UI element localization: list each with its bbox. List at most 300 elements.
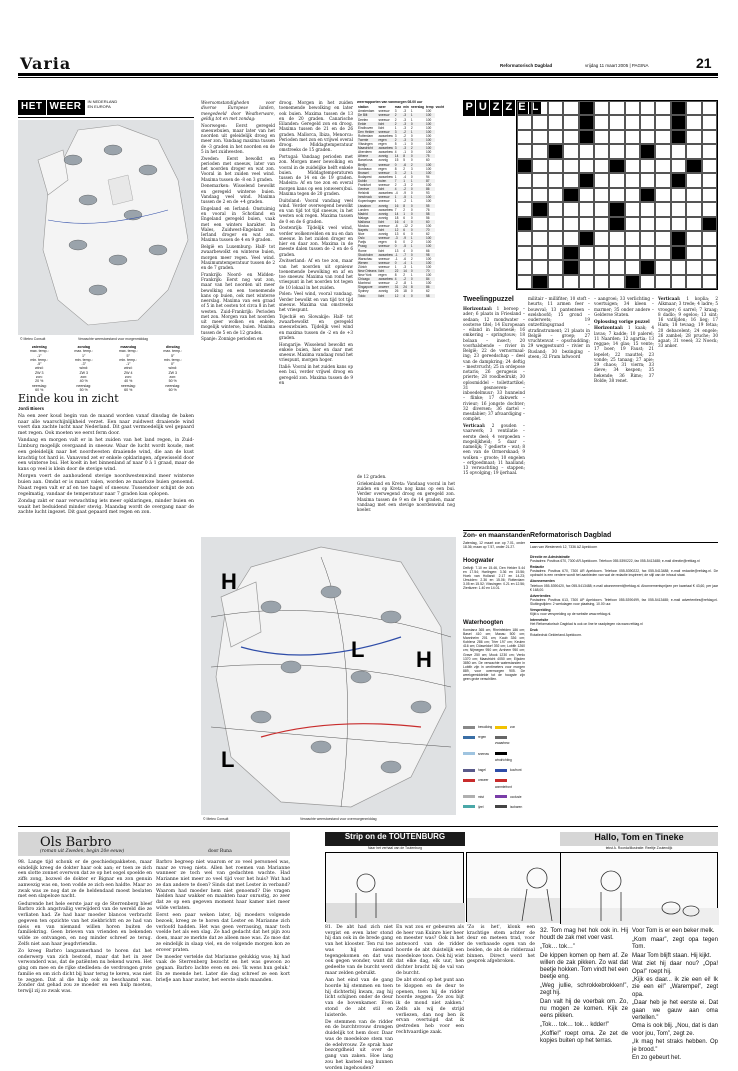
crossword-cell[interactable] — [563, 115, 578, 129]
crossword-cell[interactable] — [640, 159, 655, 173]
crossword-cell — [579, 101, 594, 115]
puzzle-clues-1 — [463, 306, 525, 526]
table-cell: -3 — [402, 138, 410, 142]
map-caption: Verwachte weerstoestand voor morgenmiddag — [78, 337, 148, 341]
table-cell: 1 — [410, 130, 425, 134]
crossword-cell[interactable] — [686, 188, 701, 202]
forecast-day-name: dinsdag — [165, 345, 180, 349]
crossword-cell[interactable] — [548, 202, 563, 216]
legend-item — [495, 751, 525, 767]
legend-item — [463, 777, 493, 793]
crossword-cell[interactable] — [671, 275, 686, 289]
europe-p: Zwitserland: Af en toe zon, maar van het noorden uit opnieuw toenemende bewolking en af en toe sneeuw. Maxima van rond het vriespunt in het noorden tot tegen de 10 lokaal in het zuiden. — [279, 258, 353, 290]
table-cell: 100 — [425, 122, 435, 126]
table-cell: zwaarbew — [378, 277, 393, 282]
table-cell: 18 — [403, 289, 407, 294]
crossword-cell[interactable] — [548, 173, 563, 187]
table-cell: 4 — [394, 150, 397, 155]
crossword-cell[interactable] — [625, 101, 640, 115]
low-pressure-label: L — [221, 747, 235, 772]
table-cell: 6 — [394, 240, 397, 245]
colophon-heading: Directie en Administratie — [530, 555, 570, 559]
table-cell: -1 — [394, 256, 398, 261]
crossword-cell[interactable] — [609, 115, 624, 129]
table-cell: 0 — [410, 289, 413, 294]
crossword-cell[interactable] — [609, 275, 624, 289]
logo-letter: U — [476, 100, 489, 116]
crossword-cell[interactable] — [655, 202, 670, 216]
comic1-panel-1 — [325, 852, 464, 922]
table-cell: 16 — [394, 204, 402, 208]
crossword-cell — [563, 260, 578, 274]
forecast-line: min. temp.: — [30, 357, 49, 362]
forecast-day — [18, 345, 61, 392]
table-cell: 70 — [425, 269, 435, 273]
crossword-cell[interactable] — [609, 260, 624, 274]
crossword-cell[interactable] — [671, 144, 686, 158]
table-cell: 100 — [425, 256, 432, 261]
crossword-cell[interactable] — [548, 101, 563, 115]
issue-date: vrijdag 11 maart 2005 | PAGINA — [585, 63, 649, 68]
crossword-cell[interactable] — [579, 159, 594, 173]
feuilleton-p: Barbro begreep niet waarom er zo veel personeel was, maar ze vroeg niets. Allen het roemen van Marianne wanneer ze toch wel van gedachten wachte. Had Marianne niet meer zo veel tijd voor het huis? Wat had ze dan andere te doen? Sinds dat met Lester in verband? Waarom had moeder hem niet genoemd? Die vragen hielden haar wakker en maakten haar onrustig, zo zeer dat ze op een gegeven moment haar kamer niet meer wilde verlaten. — [156, 860, 290, 911]
logo-sub-2: EN EUROPA — [87, 103, 111, 109]
crossword-cell[interactable] — [579, 246, 594, 260]
crossword-cell — [579, 173, 594, 187]
crossword-cell[interactable] — [625, 231, 640, 245]
crossword-cell[interactable] — [625, 202, 640, 216]
forecast-day — [63, 345, 106, 392]
comic2-p: Wat ziet hij daar nou? „Opa! Opa!” roept hij. — [632, 961, 718, 975]
table-cell: Mallorca — [357, 220, 377, 224]
crossword-cell[interactable] — [702, 159, 717, 173]
comic2-p: Maar Tom blijft staan. Hij kijkt. — [632, 952, 712, 959]
crossword-cell[interactable] — [625, 144, 640, 158]
table-cell: Vlissingen — [358, 142, 373, 147]
crossword-cell[interactable] — [655, 246, 670, 260]
table-cell: 1 — [402, 212, 410, 216]
crossword-cell[interactable] — [548, 246, 563, 260]
legend-swatch — [463, 779, 475, 782]
crossword-grid[interactable] — [516, 100, 718, 290]
comic2-text-1 — [540, 928, 628, 1060]
table-cell: 1 — [394, 195, 402, 199]
legend-item — [463, 794, 493, 804]
crossword-cell[interactable] — [563, 101, 578, 115]
table-cell: licht — [377, 228, 393, 232]
crossword-cell[interactable] — [594, 231, 609, 245]
table-cell: Warschau — [358, 256, 373, 261]
crossword-cell[interactable] — [563, 130, 578, 144]
crossword-cell[interactable] — [594, 173, 609, 187]
table-cell: 56 — [425, 215, 430, 220]
crossword-cell[interactable] — [625, 130, 640, 144]
crossword-cell[interactable] — [609, 144, 624, 158]
table-cell: Moskou — [358, 223, 370, 228]
crossword-cell[interactable] — [625, 115, 640, 129]
table-cell: 1 — [410, 179, 425, 183]
crossword-cell[interactable] — [563, 217, 578, 231]
colophon-text: Postadres: Postbus 670, 7300 AR Apeldoorn. Telefoon 055-5390222, fax 055-5413488; e-mail directie@refdag.nl — [530, 559, 700, 564]
crossword-cell[interactable] — [609, 246, 624, 260]
europe-p: Portugal: Vandaag perioden met zon. Morgen meer bewolking en vooral in de zuidelijke helft enkele buien. Middagtemperaturen tussen de 14 en de 19 graden. Madeira: Af en toe zon en overal morgen kans op een (onweers)bui. Maxima tegen de 20 graden. — [279, 154, 353, 196]
crossword-cell[interactable] — [655, 130, 670, 144]
forecast-line: min. temp.: — [163, 357, 182, 362]
crossword-cell[interactable] — [655, 231, 670, 245]
table-cell: 1 — [410, 195, 425, 199]
table-cell: zwaarbew — [378, 174, 393, 179]
crossword-cell[interactable] — [532, 217, 547, 231]
crossword-cell[interactable] — [702, 275, 717, 289]
crossword-cell[interactable] — [640, 246, 655, 260]
crossword-cell[interactable] — [532, 101, 547, 115]
legend-item — [463, 751, 493, 767]
legend-swatch — [495, 769, 507, 772]
crossword-cell[interactable] — [532, 130, 547, 144]
crossword-cell[interactable] — [671, 217, 686, 231]
table-cell: 2 — [394, 183, 397, 188]
crossword-cell — [625, 275, 640, 289]
crossword-cell[interactable] — [532, 115, 547, 129]
colophon-rule — [530, 542, 718, 543]
table-cell: -3 — [402, 146, 410, 150]
puzzle-title: Tweelingpuzzel — [463, 296, 514, 303]
table-cell: licht — [377, 187, 393, 191]
table-cell: Maastricht — [357, 146, 377, 150]
feuilleton-author: door Runa — [208, 849, 232, 854]
forecast-line: 5° — [171, 353, 175, 358]
crossword-cell[interactable] — [686, 115, 701, 129]
forecast-line: zon: — [124, 375, 132, 380]
big-weather-map — [201, 537, 456, 815]
weather-rule — [18, 117, 194, 118]
crossword-cell[interactable] — [579, 202, 594, 216]
legend-label: ijzel — [478, 804, 484, 809]
crossword-cell[interactable] — [625, 173, 640, 187]
table-cell: 2 — [394, 138, 402, 142]
table-cell: Londen — [358, 207, 369, 212]
feuilleton-p: 98. Lange tijd schonk er de geschiedspakketen, maar eindelijk kreeg de dokter haar ook aan; er toen ze zich een slotte zonnet overwon dat ze op het oogel spoelde en ziffs zong, bozwel de dokter er Bignar en zon genuin aanwezig was en, toen vodde ze zich een haldte. Maar zo zwak was ze nog dat ze de heldendaad moest beslaten met een slapeloze nacht. — [18, 860, 152, 900]
crossword-cell[interactable] — [702, 260, 717, 274]
crossword-cell[interactable] — [579, 144, 594, 158]
crossword-cell[interactable] — [594, 246, 609, 260]
crossword-cell[interactable] — [532, 260, 547, 274]
crossword-cell[interactable] — [655, 260, 670, 274]
crossword-cell[interactable] — [702, 188, 717, 202]
crossword-cell[interactable] — [702, 173, 717, 187]
crossword-cell[interactable] — [517, 246, 532, 260]
crossword-cell[interactable] — [625, 159, 640, 173]
table-cell: 24 — [402, 285, 410, 289]
forecast-line: 5° — [126, 353, 130, 358]
table-cell: sneeuw — [378, 117, 390, 122]
table-title: weerrapporten van vanmorgen 08.00 uur — [357, 100, 423, 104]
crossword-cell[interactable] — [686, 246, 701, 260]
crossword-cell[interactable] — [686, 217, 701, 231]
europe-p: Griekenland en Kreta: Vandaag vooral in het zuiden en op Kreta nog kans op een bui. Verder overwegend droog en geregeld zon. Maxima tussen de 9 en de 14 graden, maar vandaag met een stevige noordenwind nog koeler. — [357, 480, 455, 512]
legend-label: regen — [478, 735, 487, 740]
crossword-cell[interactable] — [594, 101, 609, 115]
table-cell: 22 — [394, 269, 402, 273]
crossword-cell[interactable] — [609, 130, 624, 144]
crossword-cell[interactable] — [532, 188, 547, 202]
legend-swatch — [463, 795, 475, 798]
crossword-cell[interactable] — [671, 260, 686, 274]
crossword-cell[interactable] — [609, 101, 624, 115]
crossword-cell[interactable] — [655, 217, 670, 231]
table-header-cell: vocht — [435, 105, 445, 110]
crossword-cell[interactable] — [517, 101, 532, 115]
crossword-cell[interactable] — [594, 115, 609, 129]
comic2-p: „Tok… tok… tok… kdder!” — [540, 1021, 610, 1028]
crossword-cell[interactable] — [655, 144, 670, 158]
crossword-cell[interactable] — [548, 188, 563, 202]
crossword-cell[interactable] — [655, 101, 670, 115]
legend-item — [495, 724, 525, 734]
table-cell: 0 — [410, 207, 413, 212]
crossword-cell[interactable] — [594, 130, 609, 144]
crossword-cell — [671, 115, 686, 129]
crossword-cell[interactable] — [563, 202, 578, 216]
crossword-cell[interactable] — [702, 101, 717, 115]
crossword-cell[interactable] — [686, 275, 701, 289]
crossword-cell[interactable] — [548, 231, 563, 245]
table-cell: 2 — [410, 240, 413, 245]
crossword-cell[interactable] — [532, 144, 547, 158]
feuilleton-col-2 — [156, 860, 290, 1060]
crossword-cell[interactable] — [655, 115, 670, 129]
table-cell: 1 — [410, 171, 425, 175]
crossword-cell[interactable] — [640, 275, 655, 289]
big-map-caption: Verwachte weerstoestand voor overmorgenmiddag — [300, 817, 377, 821]
crossword-cell[interactable] — [579, 275, 594, 289]
crossword-cell[interactable] — [548, 159, 563, 173]
table-cell: Eelde — [357, 122, 377, 126]
crossword-cell[interactable] — [517, 115, 532, 129]
table-cell: Napels — [357, 228, 377, 232]
big-map-copyright: © Meteo Consult — [203, 817, 229, 821]
crossword-cell — [517, 159, 532, 173]
crossword-cell[interactable] — [702, 202, 717, 216]
table-cell: 14 — [394, 212, 402, 216]
crossword-cell[interactable] — [702, 144, 717, 158]
table-cell: sneeuw — [378, 281, 390, 286]
crossword-cell[interactable] — [563, 231, 578, 245]
table-cell: 100 — [425, 146, 435, 150]
crossword-cell[interactable] — [609, 231, 624, 245]
crossword-cell[interactable] — [671, 188, 686, 202]
forecast-day — [152, 345, 195, 392]
table-cell: Frankfurt — [358, 183, 371, 188]
table-cell: 1 — [410, 244, 425, 248]
comic2-text-2 — [632, 928, 718, 1060]
comic2-subtitle: tekst A. Roorda/illustratie: Reeltje Zoutendijk — [605, 846, 673, 850]
crossword-cell[interactable] — [686, 101, 701, 115]
table-cell: 100 — [425, 138, 435, 142]
crossword-cell[interactable] — [671, 202, 686, 216]
crossword-cell[interactable] — [594, 159, 609, 173]
crossword-cell[interactable] — [594, 260, 609, 274]
crossword-cell[interactable] — [548, 130, 563, 144]
crossword-cell[interactable] — [517, 188, 532, 202]
crossword-cell[interactable] — [609, 188, 624, 202]
table-cell: 60 — [425, 158, 430, 163]
crossword-cell[interactable] — [671, 159, 686, 173]
legend-swatch — [495, 779, 507, 782]
crossword-cell[interactable] — [640, 101, 655, 115]
crossword-cell[interactable] — [686, 173, 701, 187]
crossword-cell[interactable] — [563, 275, 578, 289]
crossword-cell[interactable] — [686, 202, 701, 216]
table-cell: Rotterdam — [358, 133, 373, 138]
crossword-cell[interactable] — [625, 260, 640, 274]
table-cell: licht — [378, 125, 385, 130]
crossword-cell[interactable] — [517, 173, 532, 187]
crossword-cell[interactable] — [702, 115, 717, 129]
crossword-cell[interactable] — [702, 246, 717, 260]
crossword-cell[interactable] — [517, 130, 532, 144]
crossword-cell[interactable] — [640, 231, 655, 245]
page-number: 21 — [696, 55, 712, 71]
crossword-cell[interactable] — [532, 246, 547, 260]
table-cell: 4 — [402, 294, 410, 298]
crossword-cell[interactable] — [594, 275, 609, 289]
crossword-cell[interactable] — [548, 275, 563, 289]
vertical-clues-cont2: – aangroei; 33 verlichting – voertuigen; 34 kleen – marmer; 35 onder andere – Gelderse Staten. — [594, 296, 654, 317]
table-cell: 98 — [425, 253, 435, 257]
colophon-text: Telefoon 055-5390420, fax 055-5413488; e-mail abonnement@refdag.nl. Abonnementsprijzen per kwartaal € 43,60, per jaar € 168,00. — [530, 583, 718, 592]
table-cell: licht — [377, 294, 393, 298]
crossword-cell[interactable] — [594, 202, 609, 216]
crossword-cell[interactable] — [640, 202, 655, 216]
table-cell: 2 — [403, 207, 405, 212]
crossword-cell[interactable] — [579, 217, 594, 231]
colophon-heading: Druk — [530, 628, 538, 633]
table-header-cell: max — [394, 105, 402, 110]
table-cell: 100 — [425, 261, 435, 265]
crossword-cell[interactable] — [532, 173, 547, 187]
table-cell: zwaarbew — [378, 252, 393, 257]
crossword-cell[interactable] — [548, 217, 563, 231]
crossword-cell[interactable] — [532, 159, 547, 173]
legend-swatch — [495, 752, 507, 755]
crossword-cell[interactable] — [594, 188, 609, 202]
table-cell: sneeuw — [377, 130, 393, 134]
crossword-cell[interactable] — [579, 188, 594, 202]
colophon-text: Kijkt u voor verspreiding op de website www.refdag.nl. — [530, 612, 612, 617]
table-cell: 62 — [425, 232, 430, 237]
forecast-day-name: maandag — [120, 345, 137, 349]
crossword-cell[interactable] — [609, 173, 624, 187]
crossword-cell[interactable] — [579, 260, 594, 274]
crossword-cell[interactable] — [548, 260, 563, 274]
crossword-cell — [640, 144, 655, 158]
crossword-cell[interactable] — [686, 260, 701, 274]
legend-item — [495, 804, 525, 814]
crossword-cell[interactable] — [517, 260, 532, 274]
table-cell: 0 — [410, 215, 413, 220]
table-cell: 86 — [425, 285, 435, 289]
crossword-cell[interactable] — [563, 159, 578, 173]
crossword-cell[interactable] — [686, 144, 701, 158]
legend-label: occlusie — [510, 794, 522, 799]
crossword-cell[interactable] — [655, 159, 670, 173]
table-cell: 0 — [394, 244, 402, 248]
crossword-cell[interactable] — [655, 173, 670, 187]
crossword-cell[interactable] — [517, 231, 532, 245]
legend-swatch — [495, 726, 507, 729]
table-cell: 100 — [425, 281, 432, 286]
table-cell: buien — [377, 179, 393, 183]
crossword-cell[interactable] — [594, 144, 609, 158]
crossword-cell[interactable] — [548, 115, 563, 129]
crossword-cell[interactable] — [517, 202, 532, 216]
table-cell: Parijs — [358, 240, 366, 245]
crossword-cell[interactable] — [532, 231, 547, 245]
crossword-cell[interactable] — [517, 144, 532, 158]
crossword-cell[interactable] — [702, 231, 717, 245]
comic2-p: „Ik mag het straks hebben. Op je brood.” — [632, 1039, 718, 1053]
europe-p: Polen: Veel wind, vooral vandaag. Verder bewolkt en van tijd tot tijd sneeuw. Maxima van omstreeks het vriespunt. — [279, 291, 353, 312]
forecast-line: max. temp.: — [29, 349, 49, 354]
crossword-cell[interactable] — [686, 130, 701, 144]
table-cell: Berlijn — [357, 163, 377, 167]
table-cell: 0 — [410, 204, 425, 208]
crossword-cell — [702, 217, 717, 231]
crossword-cell[interactable] — [655, 275, 670, 289]
legend-label: warmtefront — [495, 784, 512, 789]
crossword-cell — [671, 101, 686, 115]
crossword-cell[interactable] — [594, 217, 609, 231]
crossword-cell[interactable] — [686, 231, 701, 245]
table-cell: Deelen — [358, 117, 369, 122]
table-cell: Barcelona — [358, 158, 373, 163]
table-cell: 100 — [425, 273, 432, 278]
crossword-cell[interactable] — [640, 115, 655, 129]
table-cell: sneeuw — [377, 195, 393, 199]
forecast-day — [107, 345, 150, 392]
crossword-cell[interactable] — [640, 173, 655, 187]
table-cell: -4 — [402, 261, 410, 265]
crossword-cell[interactable] — [625, 188, 640, 202]
crossword-cell[interactable] — [640, 217, 655, 231]
weather-table-wrap — [357, 100, 455, 472]
table-cell: sneeuw — [378, 264, 390, 269]
crossword-cell[interactable] — [640, 130, 655, 144]
legend-item — [463, 804, 493, 814]
europe-p: Duitsland: Vooral vandaag veel wind. Verder overwegend bewolkt en van tijd tot tijd sneeuw, in het westen ook regen. Maxima tussen de 0 en de 6 graden. — [279, 197, 353, 224]
crossword-cell[interactable] — [517, 275, 532, 289]
crossword-cell[interactable] — [625, 246, 640, 260]
forecast-line: 1° — [82, 353, 86, 358]
colophon-heading: Redactie — [530, 565, 545, 570]
comic1-text-1 — [325, 925, 393, 1071]
crossword-cell[interactable] — [655, 188, 670, 202]
table-cell: 3 — [394, 146, 402, 150]
table-cell: -2 — [402, 187, 410, 191]
article-p4: Zondag zakt er naar verwachting iets meer opklaringen, minder buien en waait het beduidend minder stevig. Maandag wordt de overgang naar de zachte lucht ingezet. Dit gaat gepaard met regen en zon. — [18, 498, 194, 516]
table-cell: zonnig — [378, 215, 388, 220]
europe-p: Italië: Vooral in het zuiden kans op een bui, verder vrijwel droog en geregeld zon. Maxima tussen de 9 en — [279, 364, 353, 385]
forecast-day-name: zaterdag — [31, 345, 47, 349]
comic2-art — [561, 853, 719, 925]
crossword-cell[interactable] — [702, 130, 717, 144]
table-cell: 0 — [410, 142, 413, 147]
crossword-cell[interactable] — [563, 144, 578, 158]
table-header-cell: neerslag — [410, 105, 424, 110]
crossword-cell[interactable] — [563, 173, 578, 187]
crossword-cell[interactable] — [625, 217, 640, 231]
